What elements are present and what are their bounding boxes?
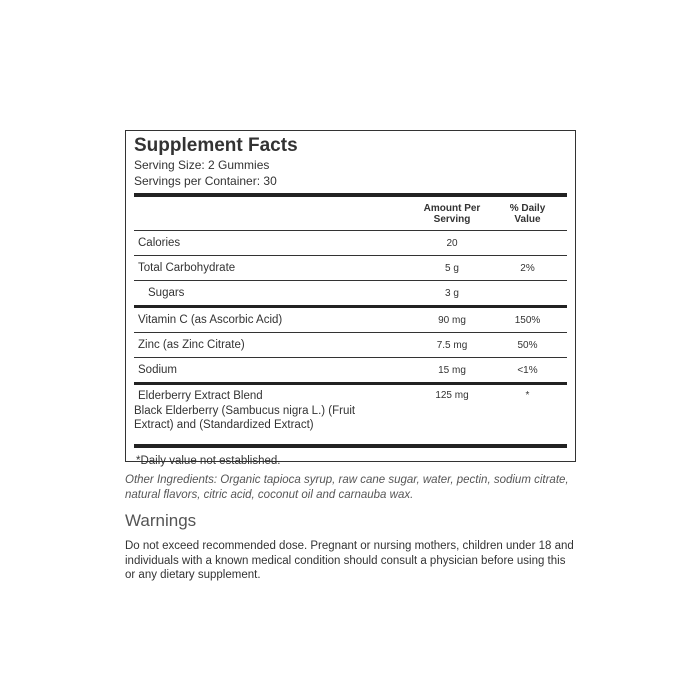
header-amount-line2: Serving: [433, 213, 471, 225]
nutrient-amount: 5 g: [445, 262, 459, 274]
blend-detail-line1: Black Elderberry (Sambucus nigra L.) (Fruit: [134, 404, 356, 417]
warnings-text: Do not exceed recommended dose. Pregnant or nursing mothers, children under 18 and individuals with a known medical condition should consult a physician before using this or any dietary supplement.: [125, 540, 574, 581]
header-amount-line1: Amount Per: [423, 202, 481, 214]
table-row: [134, 256, 567, 281]
nutrient-dv: 50%: [517, 339, 538, 351]
other-ingredients: Other Ingredients: Organic tapioca syrup, raw cane sugar, water, pectin, sodium citrate, natural flavors, citric acid, coconut oil and carnauba wax.: [125, 474, 569, 501]
header-dv-line1: % Daily: [509, 202, 546, 214]
nutrient-name: Sodium: [138, 364, 177, 376]
nutrient-dv: 150%: [514, 314, 541, 326]
table-row: [134, 281, 567, 308]
facts-title: Supplement Facts: [134, 135, 298, 156]
nutrient-name: Total Carbohydrate: [138, 262, 236, 274]
table-row: [134, 333, 567, 358]
blend-dv: *: [525, 390, 530, 401]
blend-description: [134, 389, 416, 439]
supplement-facts-panel: [125, 130, 576, 467]
header-daily-value: [488, 203, 567, 225]
header-amount: [416, 203, 488, 225]
nutrient-name: Sugars: [148, 287, 185, 299]
nutrient-name: Vitamin C (as Ascorbic Acid): [138, 314, 283, 326]
warnings-heading: Warnings: [125, 511, 197, 530]
daily-value-footnote: *Daily value not established.: [136, 455, 281, 467]
nutrient-amount: 20: [446, 237, 458, 249]
table-row: [134, 231, 567, 256]
table-row: [134, 308, 567, 333]
nutrient-amount: 3 g: [445, 287, 459, 299]
nutrient-amount: 7.5 mg: [436, 339, 468, 351]
nutrient-name: Calories: [138, 237, 181, 249]
servings-per-container: Servings per Container: 30: [134, 174, 277, 188]
header-dv-line2: Value: [514, 213, 541, 225]
table-row: [134, 358, 567, 385]
blend-row: [134, 385, 567, 439]
blend-amount: 125 mg: [435, 390, 469, 401]
blend-name: Elderberry Extract Blend: [138, 390, 263, 402]
nutrient-dv: 2%: [520, 262, 535, 274]
nutrient-amount: 90 mg: [438, 314, 466, 326]
facts-header-row: [134, 197, 567, 231]
blend-detail-line2: Extract) and (Standardized Extract): [134, 419, 314, 431]
nutrient-amount: 15 mg: [438, 364, 466, 376]
serving-size: Serving Size: 2 Gummies: [134, 158, 270, 172]
nutrient-name: Zinc (as Zinc Citrate): [138, 339, 245, 351]
nutrient-dv: <1%: [517, 364, 538, 376]
